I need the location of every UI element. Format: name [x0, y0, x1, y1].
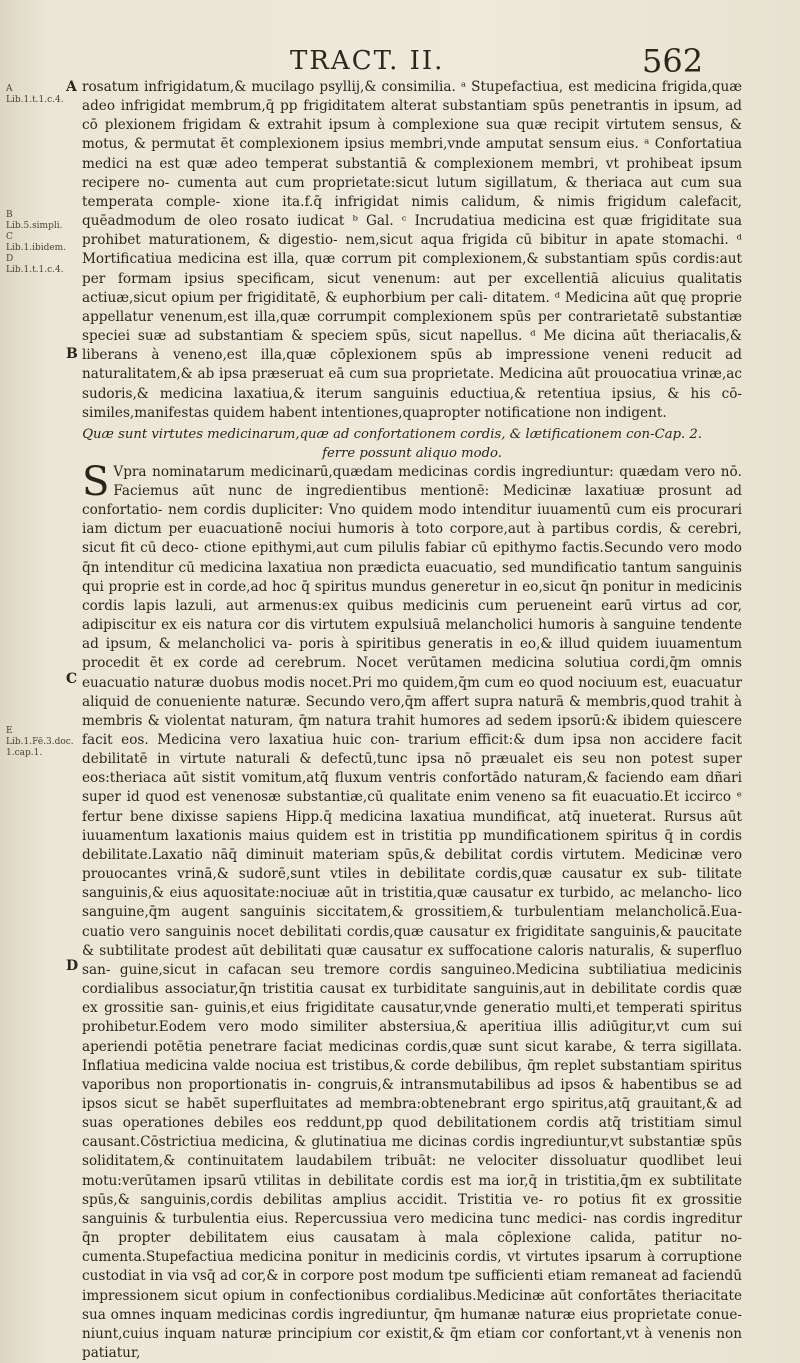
- paragraph: rosatum infrigidatum,& mucilago psyllij,& consimilia. ᵃ Stupefactiua, est medicina frigida,quæ adeo infrigidat membrum,q̄ pp frigiditatem alterat substantiam spūs penetrantis in ipsum, ad cō plexionem frigidam & extrahit ipsum à complexione sua quæ recipit virtutem sensus, & motus, & permutat ēt complexionem ipsius membri,vnde amputat sensum eius. ᵃ Confortatiua medici na est quæ adeo temperat substantiā & complexionem membri, vt prohibeat ipsum recipere no- cumenta aut cum proprietate:sicut lutum sigillatum, & theriaca aut cum sua temperata comple- xione ita.f.q̄ infrigidat nimis calidum, & nimis frigidum calefacit, quēadmodum de oleo rosato iudicat ᵇ Gal. ᶜ Incrudatiua medicina est quæ frigiditate sua prohibet maturationem, & digestio- nem,sicut aqua frigida cū bibitur in apate stomachi. ᵈ Mortificatiua medicina est illa, quæ corrum pit complexionem,& substantiam spūs cordis:aut per formam ipsius specificam, sicut venenum: aut per excellentiā alicuius qualitatis actiuæ,sicut opium per frigiditatē, & euphorbium per cali- ditatem. ᵈ Medicina aūt quę proprie appellatur venenum,est illa,quæ corrumpit complexionem spūs per contrarietatē substantiæ speciei suæ ad substantiam & speciem spūs, sicut napellus. ᵈ Me dicina aūt theriacalis,& liberans à veneno,est illa,quæ cōplexionem spūs ab impressione veneni reducit ad naturalitatem,& ab ipsa præseruat eā cum sua proprietate. Medicina aūt prouocatiua vrinæ,ac sudoris,& medicina laxatiua,& iterum sanguinis eductiua,& retentiua ipsius, & his cō- similes,manifestas quidem habent intentiones,quapropter notificatione non indigent.: [82, 79, 742, 421]
- chapter-heading-text: Quæ sunt virtutes medicinarum,quæ ad confortationem cordis, & lætificationem con- ferre possunt aliquo modo.: [82, 426, 655, 461]
- running-title: TRACT. II.: [290, 46, 445, 76]
- paragraph-text: Vpra nominatarum medicinarū,quædam medicinas cordis ingrediuntur: quædam vero nō. Faciemus aūt nunc de ingredientibus mentionē: Medicinæ laxatiuæ prosunt ad confortatio- nem cordis dupliciter: Vno quidem modo intenditur iuuamentū cum eis procurari iam dictum per euacuationē nociui humoris à toto corpore,aut à partibus cordis, & cerebri, sicut fit cū deco- ctione epithymi,aut cum pilulis fabiar cū epithymo factis.Secundo vero modo q̄n intenditur cū medicina laxatiua non prædicta euacuatio, sed mundificatio tantum sanguinis qui proprie est in corde,ad hoc q̄ spiritus mundus generetur in eo,sicut q̄n ponitur in medicinis cordis lapis lazuli, aut armenus:ex quibus medicinis cum perueneint earū virtus ad cor, adipiscitur ex eis natura cor dis virtutem expulsiuā melancholici humoris à sanguine tendente ad ipsum, & melancholici va- poris à spiritibus generatis in eo,& illud quidem iuuamentum procedit ēt ex corde ad cerebrum. Nocet verūtamen medicina solutiua cordi,q̄m omnis euacuatio naturæ duobus modis nocet.Pri mo quidem,q̄m cum eo quod nociuum est, euacuatur aliquid de conueniente naturæ. Secundo vero,q̄m affert supra naturā & membris,quod trahit à membris & violentat naturam, q̄m natura trahit humores ad sedem ipsorū:& ibidem quiescere facit eos. Medicina vero laxatiua huic con- trarium efficit:& dum ipsa non accidere facit debilitatē in virtute naturali & defectū,tunc ipsa nō præualet eis seu non potest super eos:theriaca aūt sistit vomitum,atq̄ fluxum ventris confortādo naturam,& faciendo eam dñari super id quod est venenosæ substantiæ,cū qualitate enim veneno sa fit euacuatio.Et iccirco ᵉ fertur bene dixisse sapiens Hipp.q̄ medicina laxatiua mundificat, atq̄ inueterat. Rursus aūt iuuamentum laxationis maius quidem est in tristitia pp mundificationem spiritus q̄ in cordis debilitate.Laxatio nāq̄ diminuit materiam spūs,& debilitat cordis virtutem. Medicinæ vero prouocantes vrinā,& sudorē,sunt vtiles in debilitate cordis,quæ causatur ex sub- tilitate sanguinis,& eius aquositate:nociuæ aūt in tristitia,quæ causatur ex turbido, ac melancho- lico sanguine,q̄m augent sanguinis siccitatem,& grossitiem,& turbulentiam melancholicā.Eua- cuatio vero sanguinis nocet debilitati cordis,quæ causatur ex frigiditate sanguinis,& paucitate & subtilitate prodest aūt debilitati quæ causatur ex suffocatione caloris naturalis, & superfluo san- guine,sicut in cafacan seu tremore cordis sanguineo.Medicina subtiliatiua medicinis cordialibus associatur,q̄n tristitia causat ex turbiditate sanguinis,aut in debilitate cordis quæ ex grossitie san- guinis,et eius frigiditate causatur,vnde generatio multi,et temperati spiritus prohibetur.Eodem vero modo similiter abstersiua,& aperitiua illis adiūgitur,vt cum sui aperiendi potētia penetrare faciat medicinas cordis,quæ sunt sicut karabe, & terra sigillata. Inflatiua medicina valde nociua est tristibus,& corde debilibus, q̄m replet substantiam spiritus vaporibus non proportionatis in- congruis,& intransmutabilibus ad ipsos & habentibus se ad ipsos sicut se habēt superfluitates ad membra:obtenebrant ergo spiritus,atq̄ grauitant,& ad suas operationes debiles eos reddunt,pp quod debilitationem cordis atq̄ tristitiam simul causant.Cōstrictiua medicina, & glutinatiua me dicinas cordis ingrediuntur,vt substantiæ spūs soliditatem,& continuitatem laudabilem tribuāt: ne velociter dissoluatur quodlibet leui motu:verūtamen ipsarū vtilitas in debilitate cordis est ma ior,q̄ in tristitia,q̄m ex subtilitate spūs,& sanguinis,cordis debilitas amplius accidit. Tristitia ve- ro potius fit ex grossitie sanguinis & turbulentia eius. Repercussiua vero medicina tunc medici- nas cordis ingreditur q̄n propter debilitatem eius causatam à mala cōplexione calida, patitur no- cumenta.Stupefactiua medicina ponitur in medicinis cordis, vt virtutes ipsarum à corruptione custodiat in via vsq̄ ad cor,& in corpore post modum tpe sufficienti etiam remaneat ad faciendū impressionem sicut opium in confectionibus cordialibus.Medicinæ aūt confortātes theriacitate sua omnes inquam medicinas cordis ingrediuntur, q̄m humanæ naturæ eius proprietate conue- niunt,cuius inquam naturæ principium cor existit,& q̄m etiam cor confortant,vt à venenis non patiatur,: [82, 463, 742, 1361]
- page-header: [0, 42, 800, 82]
- section-letter-d: D: [66, 958, 79, 974]
- page-number: 562: [642, 42, 704, 80]
- margin-note: C Lib.1.ibidem.: [6, 232, 67, 253]
- paragraph: [82, 458, 742, 1363]
- chapter-heading: [82, 425, 742, 463]
- chapter-number: Cap. 2.: [654, 426, 702, 442]
- margin-note: B Lib.5.simpli.: [6, 210, 63, 231]
- section-letter-a: A: [66, 79, 77, 95]
- margin-note: E Lib.1.Fē.3.doc. 1.cap.1.: [6, 726, 74, 758]
- margin-note: D Lib.1.t.1.c.4.: [6, 254, 64, 275]
- section-letter-c: C: [66, 671, 78, 687]
- drop-cap: S: [82, 458, 110, 505]
- margin-note: A Lib.1.t.1.c.4.: [6, 84, 64, 105]
- section-letter-b: B: [66, 346, 78, 362]
- main-text-column: [82, 78, 742, 1363]
